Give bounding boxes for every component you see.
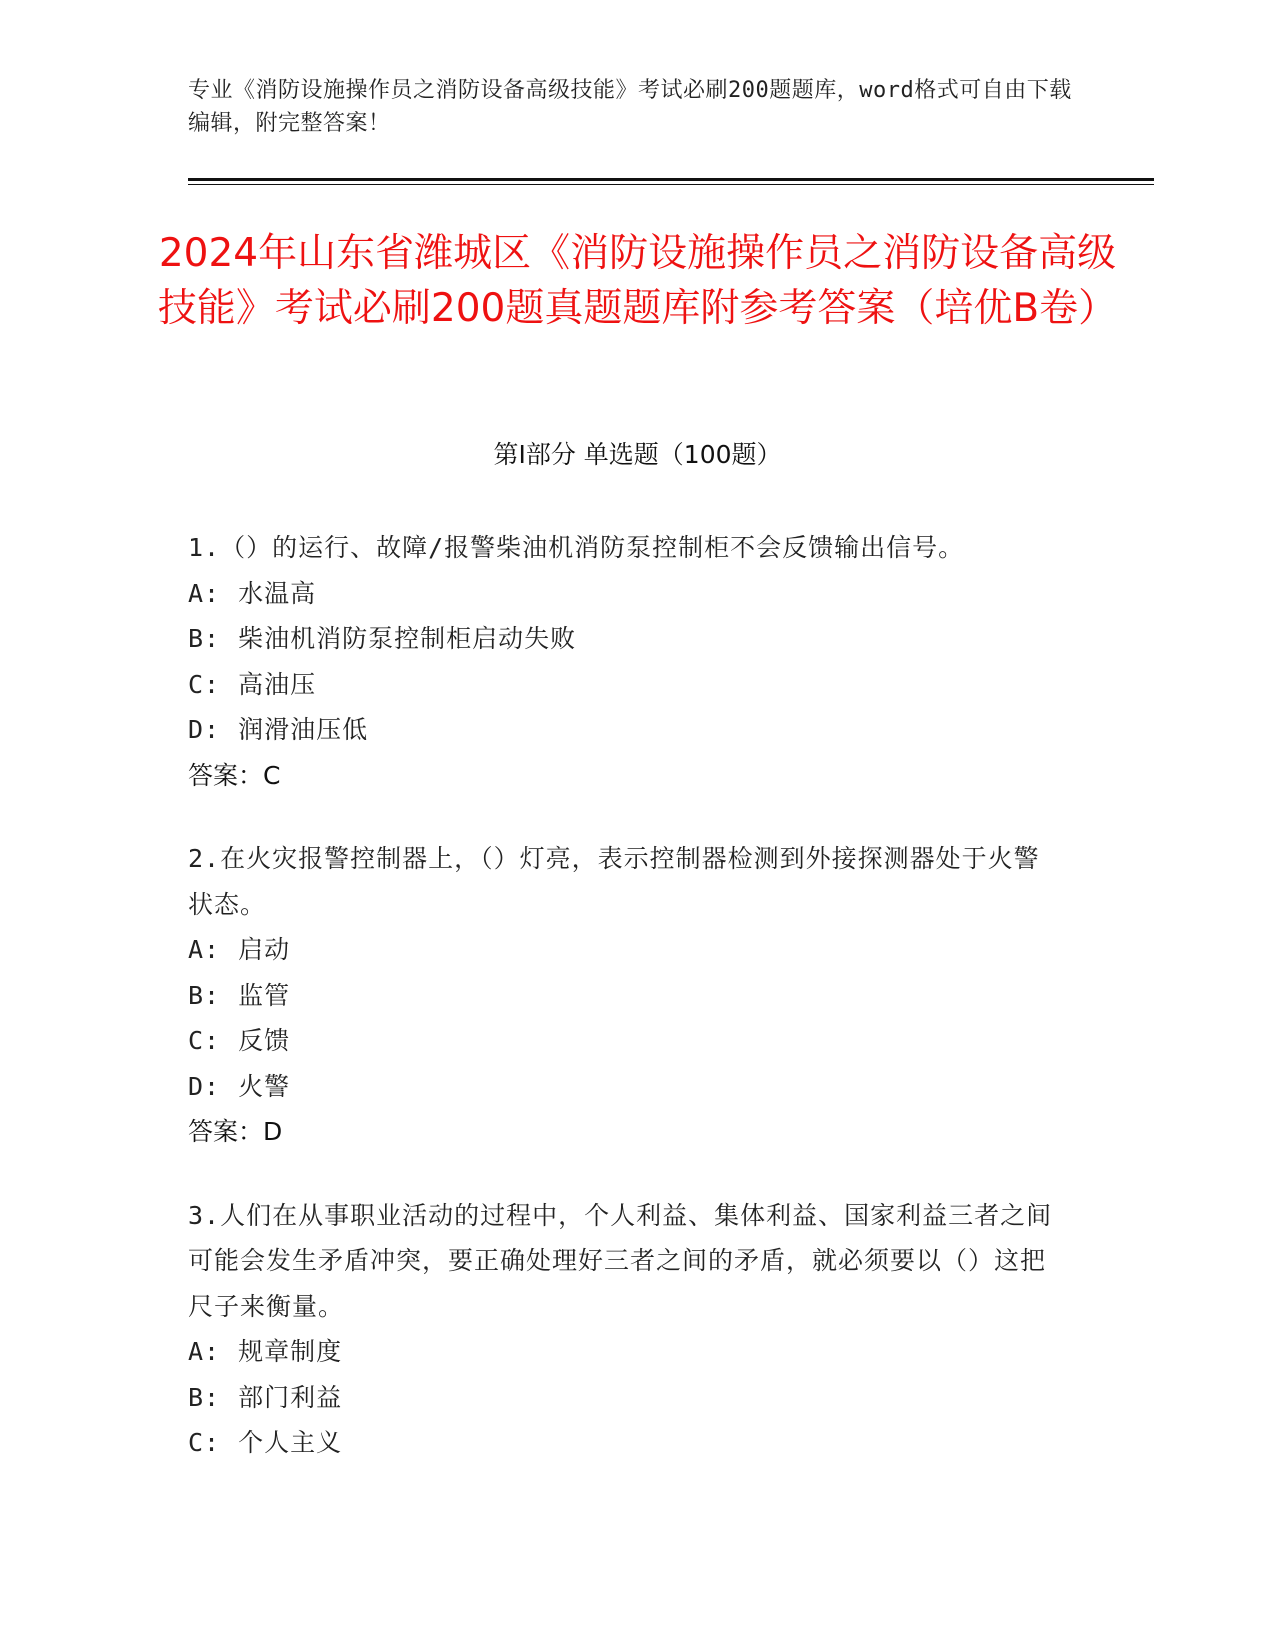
header-rule-thin xyxy=(188,184,1154,185)
option-text: 水温高 xyxy=(238,578,317,608)
answer-label: 答案： xyxy=(188,760,264,790)
header-note: 专业《消防设施操作员之消防设备高级技能》考试必刷200题题库，word格式可自由下载编辑，附完整答案！ xyxy=(188,78,1072,136)
option-text: 反馈 xyxy=(238,1026,291,1055)
option-key: A: xyxy=(188,1337,221,1366)
option-text: 高油压 xyxy=(238,669,317,699)
answer-label: 答案： xyxy=(188,1117,264,1146)
header-rule-thick xyxy=(188,178,1154,181)
document-title: 2024年山东省潍城区《消防设施操作员之消防设备高级技能》考试必刷200题真题题库附参考答案（培优B卷） xyxy=(157,231,1118,331)
option-a xyxy=(188,571,1058,617)
answer-value: C xyxy=(263,760,281,790)
question-stem: 1.（）的运行、故障/报警柴油机消防泵控制柜不会反馈输出信号。 xyxy=(188,533,965,562)
option-a xyxy=(188,1329,1058,1375)
option-key: B: xyxy=(188,980,221,1010)
option-text: 启动 xyxy=(238,935,291,964)
option-text: 规章制度 xyxy=(238,1337,343,1366)
question-stem: 2.在火灾报警控制器上，（）灯亮，表示控制器检测到外接探测器处于火警状态。 xyxy=(188,844,1040,919)
option-text: 柴油机消防泵控制柜启动失败 xyxy=(238,624,577,653)
answer-line xyxy=(188,753,1058,799)
option-key: B: xyxy=(188,624,221,653)
option-b xyxy=(188,616,1058,662)
answer-line xyxy=(188,1109,1058,1155)
option-key: D: xyxy=(188,715,221,744)
option-text: 火警 xyxy=(238,1071,291,1101)
option-d xyxy=(188,707,1058,753)
section-heading: 第Ⅰ部分 单选题（100题） xyxy=(493,440,782,469)
option-text: 监管 xyxy=(238,980,291,1010)
question-stem: 3.人们在从事职业活动的过程中，个人利益、集体利益、国家利益三者之间可能会发生矛盾冲突，要正确处理好三者之间的矛盾，就必须要以（）这把尺子来衡量。 xyxy=(188,1200,1053,1321)
option-b xyxy=(188,1375,1058,1421)
option-text: 个人主义 xyxy=(238,1428,343,1457)
question-item xyxy=(188,1193,1058,1466)
option-text: 润滑油压低 xyxy=(238,715,369,744)
option-a xyxy=(188,927,1058,973)
option-key: D: xyxy=(188,1071,221,1101)
option-c xyxy=(188,662,1058,708)
option-c xyxy=(188,1420,1058,1466)
question-item xyxy=(188,525,1058,798)
question-item xyxy=(188,836,1058,1155)
option-key: B: xyxy=(188,1382,221,1412)
option-key: C: xyxy=(188,1026,221,1055)
option-b xyxy=(188,973,1058,1019)
option-key: C: xyxy=(188,1428,221,1457)
answer-value: D xyxy=(263,1117,283,1146)
option-text: 部门利益 xyxy=(238,1382,343,1412)
option-d xyxy=(188,1064,1058,1110)
option-key: C: xyxy=(188,669,221,699)
question-list xyxy=(188,525,1058,1504)
option-key: A: xyxy=(188,578,221,608)
option-key: A: xyxy=(188,935,221,964)
option-c xyxy=(188,1018,1058,1064)
